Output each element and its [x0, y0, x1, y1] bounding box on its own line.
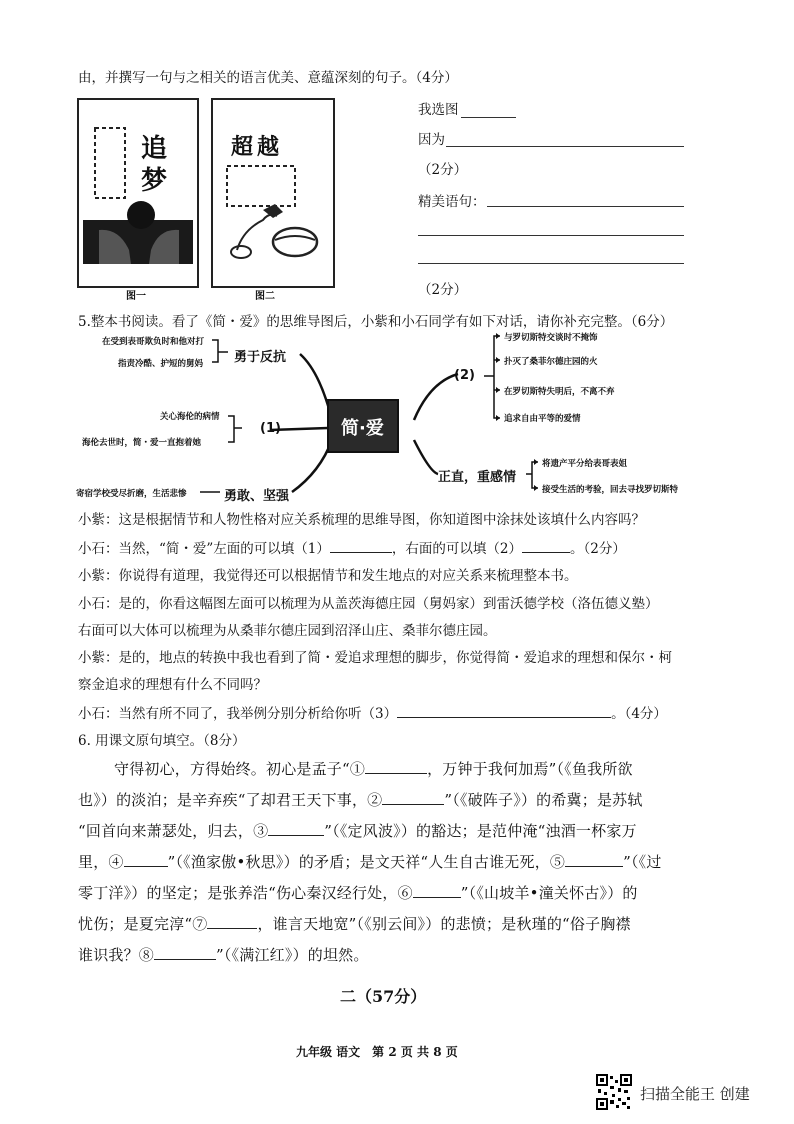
q6-text: 谁识我？⑧	[78, 946, 155, 964]
scanner-watermark: 扫描全能王 创建	[640, 1085, 750, 1103]
poster-dream-image	[77, 98, 199, 288]
sentence-blank-1[interactable]	[487, 206, 684, 207]
dialog-text: 小石：当然，“简・爱”左面的可以填（1）	[78, 541, 330, 557]
dialog-line: 小紫：你说得有道理，我觉得还可以根据情节和发生地点的对应关系来梳理整本书。	[78, 568, 578, 584]
because-blank[interactable]	[446, 146, 684, 147]
mm-note: 在罗切斯特失明后，不离不弃	[504, 387, 615, 397]
mm-note: 海伦去世时，简・爱一直抱着她	[82, 438, 202, 448]
mm-note: 追求自由平等的爱情	[504, 414, 581, 424]
q6-paragraph	[78, 754, 698, 971]
q6-line	[78, 909, 698, 940]
mind-map-center: 简·爱	[341, 418, 384, 439]
mm-branch-label: 勇敢、坚强	[224, 489, 290, 504]
dialog-line	[78, 703, 667, 724]
dialog-line: 小石：是的，你看这幅图左面可以梳理为从盖茨海德庄园（舅妈家）到雷沃德学校（洛伍德义塾）	[78, 596, 659, 612]
q6-line	[78, 816, 698, 847]
q6-text: ”（《满江红》）的坦然。	[216, 946, 369, 964]
poster2-caption: 图二	[255, 291, 275, 302]
poster-dream-art	[79, 100, 197, 286]
because-label: 因为	[418, 132, 445, 148]
q6-line	[78, 785, 698, 816]
poster-dream-title-b: 梦	[141, 166, 168, 196]
q6-text: 里，④	[78, 853, 124, 871]
dialog-text: ，右面的可以填（2）	[391, 541, 522, 557]
score-1: （2分）	[418, 162, 468, 178]
blank-1[interactable]	[330, 538, 392, 553]
poster-surpass-art	[213, 100, 333, 286]
q6-heading: 6. 用课文原句填空。（8分）	[78, 733, 246, 749]
dialog-text: 。（2分）	[570, 541, 626, 557]
mm-note: 与罗切斯特交谈时不掩饰	[504, 333, 598, 343]
q6-text: ，万钟于我何加焉”（《鱼我所欲	[427, 760, 633, 778]
poster-surpass-title: 超越	[231, 134, 284, 160]
fill-blank-1[interactable]	[365, 759, 427, 774]
blank-2[interactable]	[522, 538, 570, 553]
q6-text: 忧伤；是夏完淳“⑦	[78, 915, 208, 933]
mm-note: 指责冷酷、护短的舅妈	[118, 359, 204, 369]
q6-line	[78, 754, 698, 785]
q6-text: ，谁言天地宽”（《别云间》）的悲愤；是秋瑾的“俗子胸襟	[257, 915, 631, 933]
poster-dream-title-a: 追	[141, 134, 168, 164]
q6-line	[78, 878, 698, 909]
mm-note: 将遗产平分给表哥表姐	[542, 459, 628, 469]
mm-note: 扑灭了桑菲尔德庄园的火	[504, 357, 598, 367]
q6-text: ”（《过	[623, 853, 662, 871]
dialog-line: 小紫：是的，地点的转换中我也看到了简・爱追求理想的脚步，你觉得简・爱追求的理想和保尔・柯	[78, 650, 672, 666]
q6-text: 也》）的淡泊；是辛弃疾“了却君王天下事，②	[78, 791, 383, 809]
poster1-caption: 图一	[126, 291, 146, 302]
fill-blank-5[interactable]	[565, 852, 623, 867]
qr-code-icon	[596, 1074, 632, 1110]
mm-branch-label: 勇于反抗	[234, 350, 287, 365]
score-2: （2分）	[418, 282, 468, 298]
select-blank[interactable]	[461, 117, 516, 118]
q6-text: ”（《定风波》）的豁达；是范仲淹“浊酒一杯家万	[324, 822, 637, 840]
q6-text: 守得初心，方得始终。初心是孟子“①	[114, 760, 366, 778]
section-two-heading: 二（57分）	[340, 987, 427, 1006]
q6-line	[78, 940, 698, 971]
q6-text: ”（《渔家傲•秋思》）的矛盾；是文天祥“人生自古谁无死，⑤	[167, 853, 566, 871]
sentence-label: 精美语句：	[418, 194, 486, 210]
dialog-text: 小石：当然有所不同了，我举例分别分析给你听（3）	[78, 706, 398, 722]
q6-line	[78, 847, 698, 878]
mm-note: 关心海伦的病情	[160, 412, 220, 422]
dialog-line	[78, 538, 626, 559]
sentence-blank-3[interactable]	[418, 263, 684, 264]
fill-blank-4[interactable]	[124, 852, 168, 867]
dialog-line: 察金追求的理想有什么不同吗？	[78, 677, 267, 693]
q6-text: 零丁洋》）的坚定；是张养浩“伤心秦汉经行处，⑥	[78, 884, 413, 902]
mm-note: 寄宿学校受尽折磨，生活悲惨	[76, 489, 187, 499]
blank-3[interactable]	[397, 703, 611, 718]
q6-text: ”（《山坡羊•潼关怀古》）的	[460, 884, 638, 902]
mm-branch-label-blank-2: (2)	[454, 368, 475, 383]
dialog-line: 小紫：这是根据情节和人物性格对应关系梳理的思维导图，你知道图中涂抹处该填什么内容吗？	[78, 512, 645, 528]
dialog-line: 右面可以大体可以梳理为从桑菲尔德庄园到沼泽山庄、桑菲尔德庄园。	[78, 623, 497, 639]
fill-blank-2[interactable]	[382, 790, 444, 805]
q4-intro: 由，并撰写一句与之相关的语言优美、意蕴深刻的句子。（4分）	[78, 70, 458, 86]
page-footer: 九年级 语文 第 2 页 共 8 页	[296, 1045, 458, 1059]
q5-heading: 5.整本书阅读。看了《简・爱》的思维导图后，小紫和小石同学有如下对话，请你补充完整。（6分）	[78, 314, 674, 330]
mm-branch-label: 正直，重感情	[438, 470, 517, 485]
q6-text: ”（《破阵子》）的希冀；是苏轼	[444, 791, 643, 809]
sentence-blank-2[interactable]	[418, 235, 684, 236]
mind-map	[70, 332, 700, 502]
q6-text: “回首向来萧瑟处，归去，③	[78, 822, 269, 840]
fill-blank-8[interactable]	[154, 945, 216, 960]
poster-surpass-image	[211, 98, 335, 288]
mm-branch-label-blank-1: (1)	[260, 421, 281, 436]
select-label: 我选图	[418, 102, 459, 118]
fill-blank-3[interactable]	[268, 821, 324, 836]
mm-note: 接受生活的考验，回去寻找罗切斯特	[542, 485, 679, 495]
mm-note: 在受到表哥欺负时和他对打	[102, 337, 205, 347]
fill-blank-6[interactable]	[413, 883, 461, 898]
fill-blank-7[interactable]	[207, 914, 257, 929]
dialog-text: 。（4分）	[611, 706, 667, 722]
